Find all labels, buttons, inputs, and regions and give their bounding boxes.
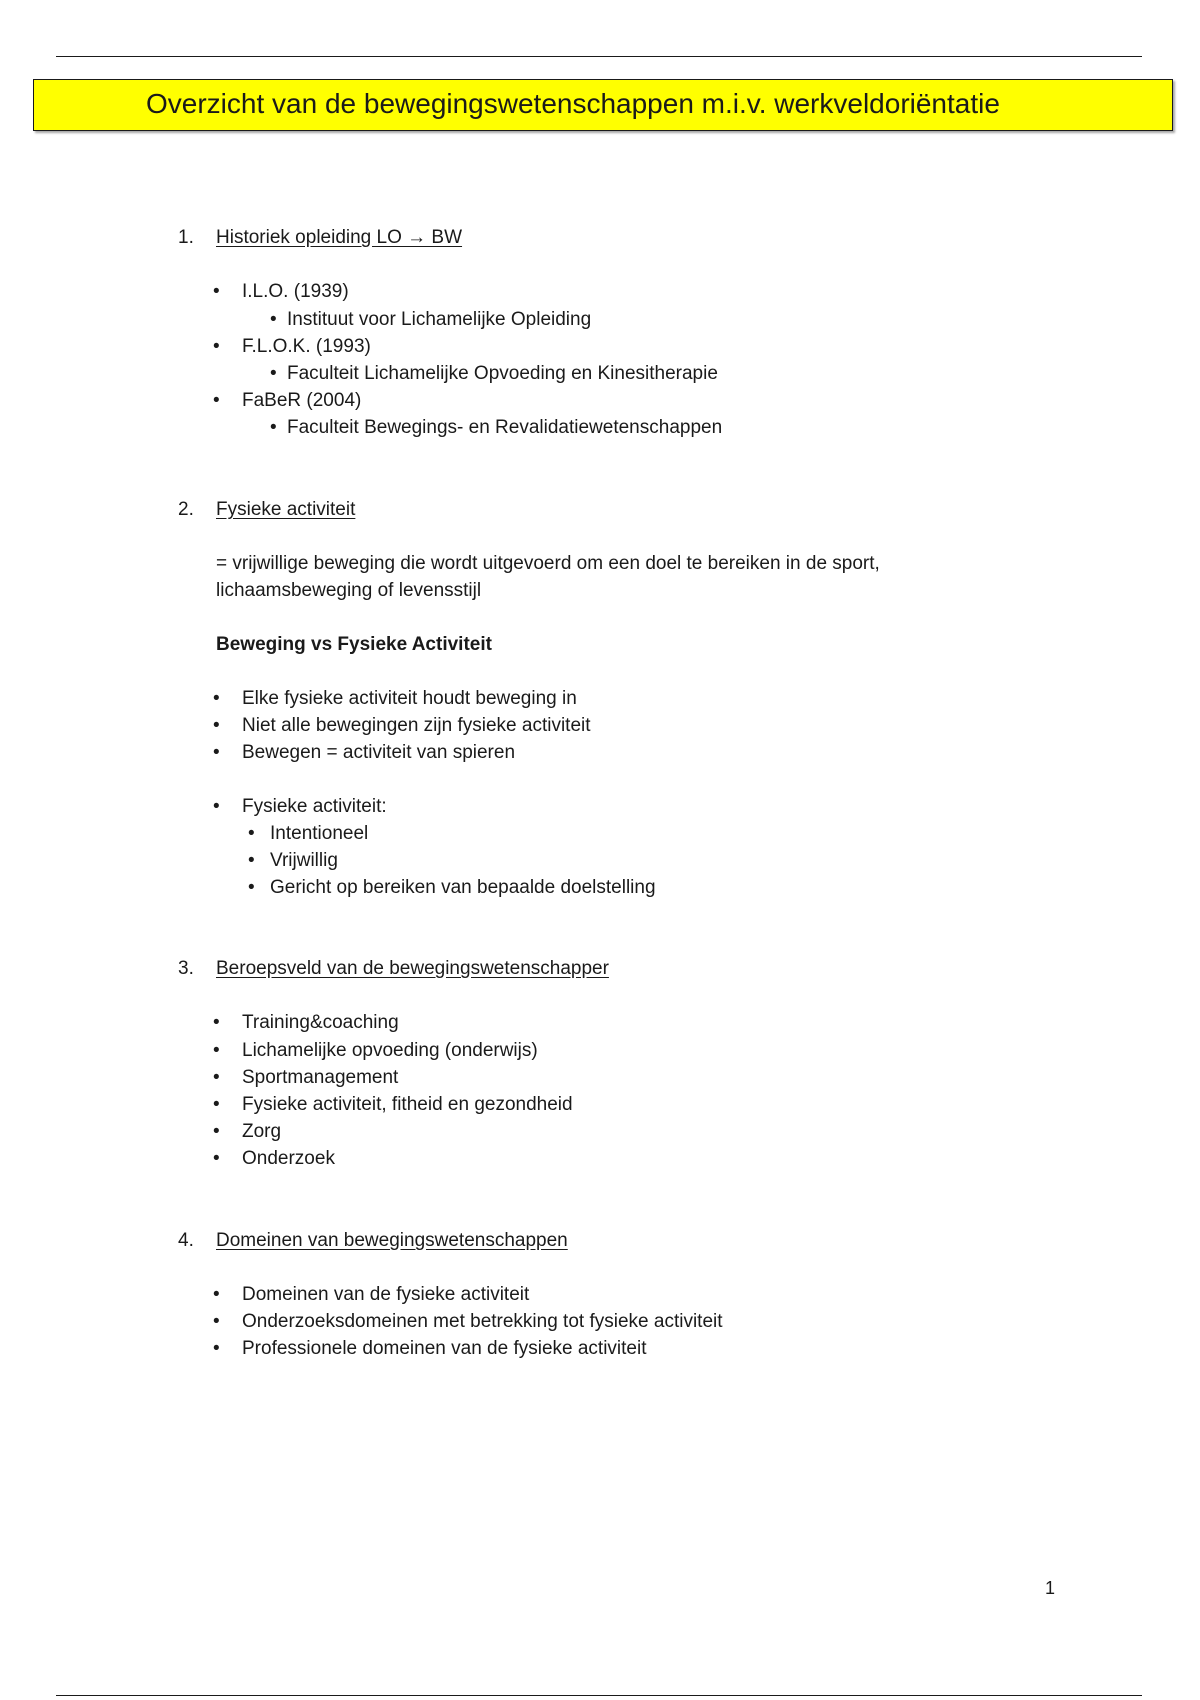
bullet-icon: • bbox=[213, 1094, 220, 1115]
header-rule bbox=[56, 56, 1142, 57]
bullet-icon: • bbox=[213, 336, 220, 357]
footer-rule bbox=[56, 1695, 1142, 1696]
section-title: Domeinen van bewegingswetenschappen bbox=[216, 1230, 568, 1251]
list-item: • Lichamelijke opvoeding (onderwijs) bbox=[213, 1040, 538, 1061]
list-item: • Onderzoek bbox=[213, 1148, 335, 1169]
bullet-icon: • bbox=[213, 1121, 220, 1142]
list-item: • Bewegen = activiteit van spieren bbox=[213, 742, 516, 763]
bullet-icon: • bbox=[213, 1338, 220, 1359]
list-item: • Fysieke activiteit: bbox=[213, 796, 387, 817]
section-number: 3. bbox=[178, 958, 194, 979]
bullet-icon: • bbox=[213, 1040, 220, 1061]
section-heading bbox=[178, 498, 355, 522]
list-item: • F.L.O.K. (1993) bbox=[213, 336, 371, 357]
definition-text: = vrijwillige beweging die wordt uitgevoerd om een doel te bereiken in de sport, bbox=[216, 553, 880, 574]
list-item: • Professionele domeinen van de fysieke activiteit bbox=[213, 1338, 647, 1359]
bullet-icon: • bbox=[213, 1284, 220, 1305]
list-item: • Training&coaching bbox=[213, 1012, 399, 1033]
list-item: • I.L.O. (1939) bbox=[213, 281, 349, 302]
bullet-icon: • bbox=[270, 309, 277, 330]
subheading: Beweging vs Fysieke Activiteit bbox=[216, 634, 492, 655]
bullet-icon: • bbox=[213, 1311, 220, 1332]
bullet-icon: • bbox=[248, 877, 255, 898]
sub-list-item: • Intentioneel bbox=[248, 823, 369, 844]
list-item: • Onderzoeksdomeinen met betrekking tot fysieke activiteit bbox=[213, 1311, 723, 1332]
bullet-icon: • bbox=[213, 796, 220, 817]
title-box bbox=[33, 79, 1173, 131]
sub-list-item: • Gericht op bereiken van bepaalde doelstelling bbox=[248, 877, 656, 898]
bullet-icon: • bbox=[213, 1012, 220, 1033]
sub-list-item: • Vrijwillig bbox=[248, 850, 338, 871]
list-item: • Niet alle bewegingen zijn fysieke activiteit bbox=[213, 715, 591, 736]
section-heading bbox=[178, 226, 462, 250]
list-item: • Domeinen van de fysieke activiteit bbox=[213, 1284, 530, 1305]
list-item: • Elke fysieke activiteit houdt beweging in bbox=[213, 688, 577, 709]
definition-text: lichaamsbeweging of levensstijl bbox=[216, 580, 482, 601]
bullet-icon: • bbox=[270, 417, 277, 438]
section-title: Fysieke activiteit bbox=[216, 499, 356, 520]
list-item: • Zorg bbox=[213, 1121, 282, 1142]
bullet-icon: • bbox=[213, 715, 220, 736]
bullet-icon: • bbox=[270, 363, 277, 384]
section-number: 2. bbox=[178, 499, 194, 520]
section-number: 4. bbox=[178, 1230, 194, 1251]
bullet-icon: • bbox=[213, 688, 220, 709]
sub-list-item: • Faculteit Lichamelijke Opvoeding en Kinesitherapie bbox=[270, 363, 718, 384]
bullet-icon: • bbox=[248, 823, 255, 844]
page-number: 1 bbox=[1045, 1578, 1056, 1598]
bullet-icon: • bbox=[248, 850, 255, 871]
document-title: Overzicht van de bewegingswetenschappen m.i.v. werkveldoriëntatie bbox=[146, 88, 1000, 119]
bullet-icon: • bbox=[213, 390, 220, 411]
sub-list-item: • Faculteit Bewegings- en Revalidatiewetenschappen bbox=[270, 417, 723, 438]
list-item: • Fysieke activiteit, fitheid en gezondheid bbox=[213, 1094, 573, 1115]
list-item: • Sportmanagement bbox=[213, 1067, 399, 1088]
bullet-icon: • bbox=[213, 1148, 220, 1169]
section-heading bbox=[178, 1229, 568, 1253]
bullet-icon: • bbox=[213, 281, 220, 302]
section-title: Beroepsveld van de bewegingswetenschapper bbox=[216, 958, 609, 979]
sub-list-item: • Instituut voor Lichamelijke Opleiding bbox=[270, 309, 592, 330]
section-heading bbox=[178, 957, 609, 981]
list-item: • FaBeR (2004) bbox=[213, 390, 362, 411]
bullet-icon: • bbox=[213, 742, 220, 763]
section-title: Historiek opleiding LO → BW bbox=[216, 227, 463, 248]
bullet-icon: • bbox=[213, 1067, 220, 1088]
section-number: 1. bbox=[178, 227, 194, 248]
